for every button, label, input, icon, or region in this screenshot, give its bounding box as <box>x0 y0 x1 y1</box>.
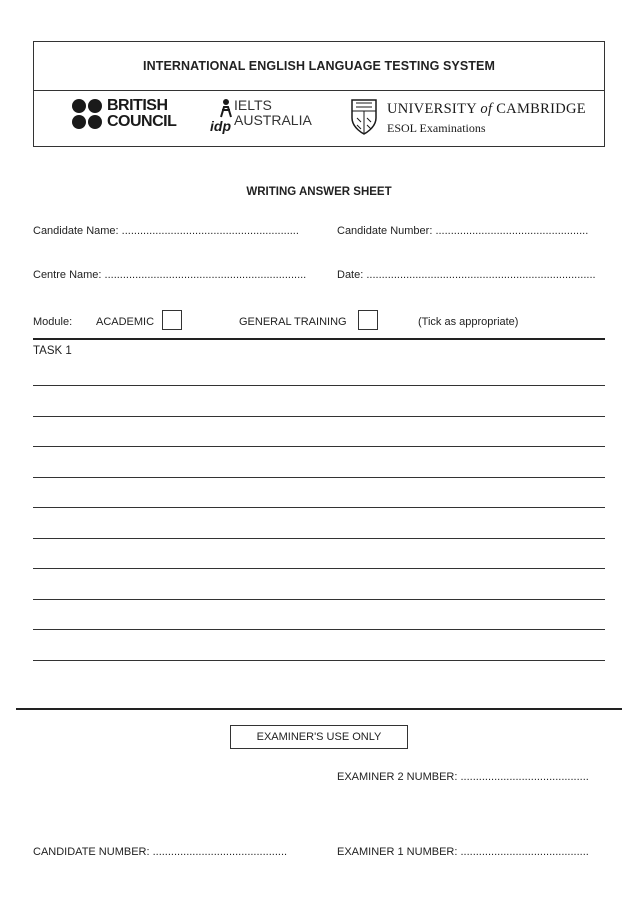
british-council-line2: COUNCIL <box>107 113 177 130</box>
tick-hint: (Tick as appropriate) <box>418 316 519 328</box>
cambridge-line1-a: UNIVERSITY <box>387 101 481 117</box>
examiner1-number-field[interactable]: EXAMINER 1 NUMBER: .......................................... <box>337 846 589 858</box>
british-council-line1: BRITISH <box>107 97 168 114</box>
cambridge-logo-text <box>387 101 586 136</box>
examiners-use-only-box: EXAMINER'S USE ONLY <box>230 725 408 749</box>
module-divider <box>33 338 605 340</box>
cambridge-shield-icon <box>350 98 378 136</box>
answer-line[interactable] <box>33 629 605 630</box>
sheet-title: WRITING ANSWER SHEET <box>246 186 392 198</box>
candidate-number-footer-field[interactable]: CANDIDATE NUMBER: ............................................ <box>33 846 288 858</box>
answer-line[interactable] <box>33 660 605 661</box>
answer-line[interactable] <box>33 599 605 600</box>
general-training-checkbox[interactable] <box>358 310 378 330</box>
answer-line[interactable] <box>33 477 605 478</box>
date-field[interactable]: Date: ........................................................................... <box>337 269 596 281</box>
academic-checkbox[interactable] <box>162 310 182 330</box>
british-council-dots-icon <box>72 99 102 129</box>
ielts-australia-logo <box>210 98 320 138</box>
task-label: TASK 1 <box>33 345 72 357</box>
answer-line[interactable] <box>33 446 605 447</box>
answer-line[interactable] <box>33 416 605 417</box>
header-box <box>33 41 605 147</box>
centre-name-field[interactable]: Centre Name: .................................................................. <box>33 269 307 281</box>
british-council-logo <box>72 98 176 130</box>
candidate-number-field[interactable]: Candidate Number: .................................................. <box>337 225 589 237</box>
header-title: INTERNATIONAL ENGLISH LANGUAGE TESTING SYSTEM <box>34 42 604 91</box>
cambridge-line2: ESOL Examinations <box>387 121 486 135</box>
cambridge-line1-b: CAMBRIDGE <box>492 101 586 117</box>
general-training-label: GENERAL TRAINING <box>239 316 347 328</box>
academic-label: ACADEMIC <box>96 316 155 328</box>
examiner2-number-field[interactable]: EXAMINER 2 NUMBER: .......................................... <box>337 771 589 783</box>
ielts-line2: AUSTRALIA <box>234 112 312 128</box>
answer-line[interactable] <box>33 507 605 508</box>
answer-line[interactable] <box>33 568 605 569</box>
candidate-name-field[interactable]: Candidate Name: .......................................................... <box>33 225 299 237</box>
answer-line[interactable] <box>33 538 605 539</box>
module-label: Module: <box>33 316 73 328</box>
examiner-section-divider <box>16 708 622 710</box>
ielts-figure-icon <box>218 98 234 118</box>
ielts-line1: IELTS <box>234 97 272 113</box>
idp-text: idp <box>210 118 231 134</box>
cambridge-line1-of: of <box>480 101 493 117</box>
answer-line[interactable] <box>33 385 605 386</box>
